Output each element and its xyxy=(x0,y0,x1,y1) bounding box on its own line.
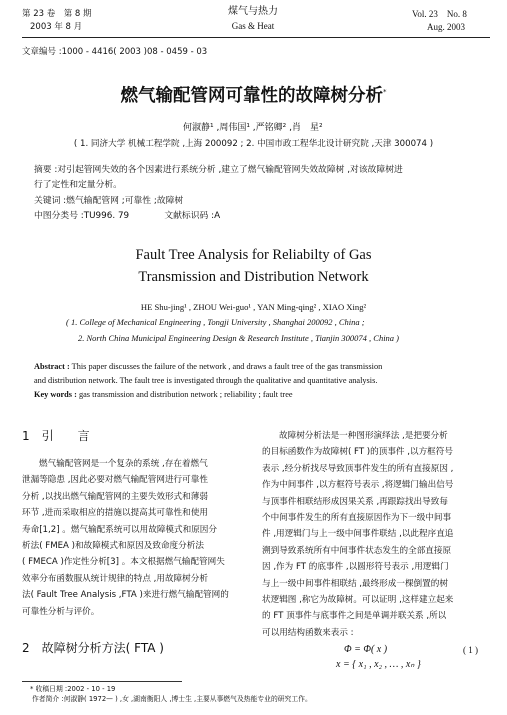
section1-line: 环节 ,进而采取相应的措施以提高其可靠性和使用 xyxy=(22,508,208,519)
section2-heading: 2 故障树分析方法( FTA ) xyxy=(22,641,164,655)
title-cn xyxy=(0,80,507,108)
footnote-author-bio: 作者简介 :何淑静( 1972— ) ,女 ,湖南衡阳人 ,博士生 ,主要从事燃气及热能专业的研究工作。 xyxy=(32,695,312,703)
footnote-received: * 收稿日期 :2002 - 10 - 19 xyxy=(30,685,116,693)
authors-cn: 何淑静¹ ,周伟国¹ ,严铭卿² ,肖 星² xyxy=(183,123,323,133)
section1-heading: 1 引 言 xyxy=(22,429,90,443)
title-en-line1: Fault Tree Analysis for Reliabilty of Gas xyxy=(135,247,372,263)
affiliation-en-line1: ( 1. College of Mechanical Engineering , Tongji University , Shanghai 200092 , China ; xyxy=(66,317,365,327)
right-col-line: 个中间事件发生的所有直接原因作为下一级中间事 xyxy=(262,513,452,524)
journal-date-en: Aug. 2003 xyxy=(427,22,465,32)
abstract-cn-line2: 行了定性和定量分析。 xyxy=(34,180,122,190)
footnote-rule xyxy=(22,681,182,682)
right-col-line: 与上一级中间事件相联结 ,最终形成一棵倒置的树 xyxy=(262,578,448,589)
title-cn-text: 燃气输配管网可靠性的故障树分析 xyxy=(120,85,383,106)
right-col-line: 因 ,作为 FT 的底事件 ,以圆形符号表示 ,用逻辑门 xyxy=(262,562,449,573)
right-col-line: 故障树分析法是一种图形演绎法 ,是把要分析 xyxy=(279,431,448,441)
article-number: 文章编号 :1000 - 4416( 2003 )08 - 0459 - 03 xyxy=(22,47,208,57)
abstract-en-label: Abstract : xyxy=(34,362,70,371)
journal-name-cn: 煤气与热力 xyxy=(228,6,278,17)
right-col-line: 的目标函数作为故障树( FT )的顶事件 ,以方框符号 xyxy=(262,447,453,458)
journal-volume-en: Vol. 23 No. 8 xyxy=(412,9,467,19)
abstract-en-line2: and distribution network. The fault tree is investigated through the qualitative and quantitative analysis. xyxy=(34,376,378,385)
header-rule xyxy=(22,37,490,38)
right-col-line: 的 FT 顶事件与底事件之间是单调并联关系 ,所以 xyxy=(262,611,447,622)
equation-2: x = { x₁ , x₂ , … , xₙ } xyxy=(336,659,421,670)
title-footnote-mark: * xyxy=(383,88,387,96)
classification-cn: 中图分类号 :TU996. 79 文献标识码 :A xyxy=(34,211,221,221)
section1-line: 泄漏等隐患 ,因此必要对燃气输配管网进行可靠性 xyxy=(22,475,208,486)
authors-en: HE Shu-jing¹ , ZHOU Wei-guo¹ , YAN Ming-qing² , XIAO Xing² xyxy=(140,302,367,312)
right-col-line: 状逻辑图 ,称它为故障树。可以证明 ,这样建立起来 xyxy=(262,595,454,606)
section1-line: 析法( FMEA )和故障模式和原因及致命度分析法 xyxy=(22,541,204,552)
section1-line: 燃气输配管网是一个复杂的系统 ,存在着燃气 xyxy=(39,459,208,469)
right-col-line: 溯到导致系统所有中间事件状态发生的全部直接原 xyxy=(262,545,452,556)
journal-name-en: Gas & Heat xyxy=(231,21,275,31)
right-col-line: 作为中间事件 ,以方框符号表示 ,将逻辑门输出信号 xyxy=(262,480,454,491)
right-col-line: 与顶事件相联结形成因果关系 ,再跟踪找出导致每 xyxy=(262,496,448,507)
title-en-line2: Transmission and Distribution Network xyxy=(138,269,369,285)
section1-line: ( FMECA )作定性分析[3] 。本文根据燃气输配管网失 xyxy=(22,557,225,568)
right-column-body xyxy=(262,428,486,641)
section1-line: 法( Fault Tree Analysis ,FTA )来进行燃气输配管网的 xyxy=(22,590,229,601)
right-col-line: 可以用结构函数来表示 : xyxy=(262,627,354,638)
journal-date: 2003 年 8 月 xyxy=(30,22,83,32)
section1-body xyxy=(22,456,248,620)
abstract-en-text1: This paper discusses the failure of the network , and draws a fault tree of the gas transmission xyxy=(71,362,383,371)
section1-line: 分析 ,以找出燃气输配管网的主要失效形式和薄弱 xyxy=(22,491,208,502)
keywords-cn: 关键词 :燃气输配管网 ;可靠性 ;故障树 xyxy=(34,196,184,206)
keywords-en-text: gas transmission and distribution network ; reliability ; fault tree xyxy=(78,390,293,399)
section1-line: 可靠性分析与评价。 xyxy=(22,606,100,617)
abstract-en-line1 xyxy=(34,360,484,373)
keywords-en xyxy=(34,388,484,401)
right-col-line: 件 ,用逻辑门与上一级中间事件联结 ,以此程序直追 xyxy=(262,529,454,540)
section1-line: 寿命[1,2] 。燃气输配系统可以用故障模式和原因分 xyxy=(22,524,217,535)
equation-1-number: ( 1 ) xyxy=(463,645,478,655)
keywords-en-label: Key words : xyxy=(34,390,77,399)
affiliation-en-line2: 2. North China Municipal Engineering Design & Research Institute , Tianjin 300074 , China ) xyxy=(78,333,400,343)
affiliation-cn: ( 1. 同济大学 机械工程学院 ,上海 200092 ; 2. 中国市政工程华北设计研究院 ,天津 300074 ) xyxy=(73,139,434,149)
abstract-cn-line1: 摘要 :对引起管网失效的各个因素进行系统分析 ,建立了燃气输配管网失效故障树 ,对该故障树进 xyxy=(34,165,403,175)
right-col-line: 表示 ,经分析找尽导致顶事件发生的所有直接原因 , xyxy=(262,463,454,474)
section1-line: 效率分布函数服从统计规律的特点 ,用故障树分析 xyxy=(22,573,208,584)
equation-1: Φ = Φ( x ) xyxy=(344,644,388,655)
journal-volume: 第 23 卷 第 8 期 xyxy=(22,9,92,19)
